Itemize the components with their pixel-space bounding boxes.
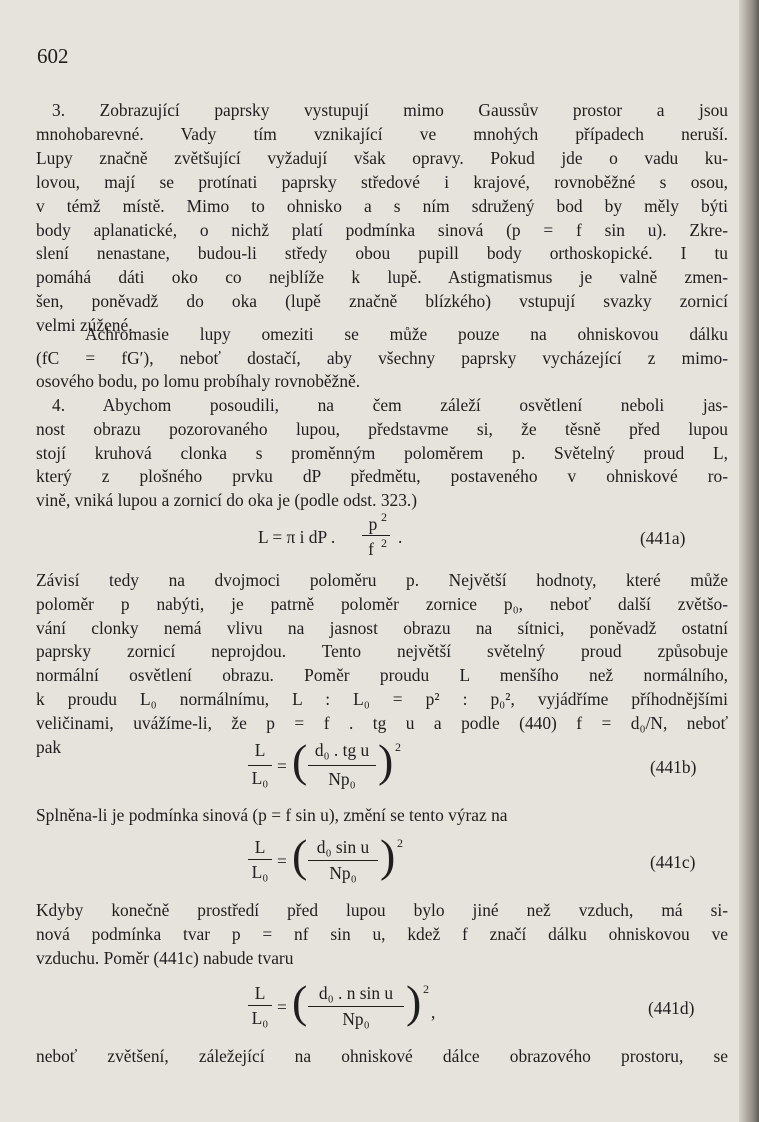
equation-b-numerator: d₀ . tg u — [314, 740, 370, 760]
equation-d-lhs-numerator: L — [254, 983, 266, 1003]
equation-a-tail: . — [398, 527, 403, 547]
text-line: pak — [36, 737, 62, 757]
equation-c-lhs-denominator: L₀ — [251, 862, 269, 882]
equation-b-right-paren: ) — [378, 735, 394, 786]
text-line: lovou, mají se protínati paprsky středové i krajové, rovnoběžné s osou, — [36, 172, 728, 192]
equation-d-exponent: 2 — [423, 982, 429, 996]
text-line: nová podmínka tvar p = nf sin u, kdež f značí dálku ohniskovou ve — [36, 924, 728, 944]
text-line: (fC = fG′), neboť dostačí, aby všechny paprsky vycházející z mimo- — [36, 348, 728, 368]
equation-b-exponent: 2 — [395, 740, 401, 754]
text-line: veličinami, uvážíme-li, že p = f . tg u a podle (440) f = d₀/N, neboť — [36, 713, 728, 733]
text-line: Achromasie lupy omeziti se může pouze na ohniskovou dálku — [85, 324, 728, 344]
equation-b-equals: = — [277, 756, 287, 776]
equation-c-exponent: 2 — [397, 836, 403, 850]
equation-c-label: (441c) — [650, 852, 696, 872]
equation-d-equals: = — [277, 997, 287, 1017]
text-line: stojí kruhová clonka s proměnným poloměrem p. Světelný proud L, — [36, 443, 728, 463]
equation-c-right-paren: ) — [380, 830, 396, 881]
text-line: který z plošného prvku dP předmětu, postaveného v ohniskové ro- — [36, 466, 728, 486]
text-line: vání clonky nemá vlivu na jasnost obrazu na sítnici, poněvadž ostatní — [36, 618, 728, 638]
text-line: slení nenastane, budou-li středy obou pupill body orthoskopické. I tu — [36, 243, 728, 263]
text-line: osového bodu, po lomu probíhaly rovnoběžně. — [36, 371, 361, 391]
equation-a-denominator: f — [368, 539, 374, 559]
text-line: Lupy značně zvětšující vyžadují však opravy. Pokud jde o vadu ku- — [36, 148, 728, 168]
text-line: Splněna-li je podmínka sinová (p = f sin u), změní se tento výraz na — [36, 805, 508, 825]
equation-b-left-paren: ( — [292, 735, 308, 786]
text-line: velmi zúžené. — [36, 315, 133, 335]
text-line: k proudu L₀ normálnímu, L : L₀ = p² : p₀², vyjádříme příhodnějšími — [36, 689, 728, 709]
equation-d-label: (441d) — [648, 998, 695, 1018]
equation-c-equals: = — [277, 851, 287, 871]
equation-c-lhs-bar — [248, 859, 272, 860]
equation-a-label: (441a) — [640, 528, 686, 548]
equation-d-right-paren: ) — [406, 976, 422, 1027]
equation-a-numerator: p — [368, 514, 378, 534]
text-line: neboť zvětšení, záležející na ohniskové dálce obrazového prostoru, se — [36, 1046, 728, 1066]
equation-d-lhs-bar — [248, 1005, 272, 1006]
text-line: šen, poněvadž do oka (lupě značně blízkého) vstupují svazky zornicí — [36, 291, 728, 311]
text-line: Kdyby konečně prostředí před lupou bylo jiné než vzduch, má si- — [36, 900, 728, 920]
text-line: normální osvětlení obrazu. Poměr proudu L menšího než normálního, — [36, 665, 728, 685]
equation-d-lhs-denominator: L₀ — [251, 1008, 269, 1028]
text-line: pomáhá dáti oko co nejblíže k lupě. Astigmatismus je valně zmen- — [36, 267, 728, 287]
equation-a-lhs: L = π i dP . — [258, 527, 336, 547]
text-line: body aplanatické, o nichž platí podmínka sinová (p = f sin u). Zkre- — [36, 220, 728, 240]
equation-b-lhs-bar — [248, 765, 272, 766]
equation-b-lhs-numerator: L — [254, 740, 266, 760]
page-edge-shadow — [739, 0, 759, 1122]
page-number: 602 — [37, 44, 69, 68]
text-line: vině, vniká lupou a zornicí do oka je (podle odst. 323.) — [36, 490, 418, 510]
equation-a-num-exponent: 2 — [381, 510, 387, 524]
equation-d-left-paren: ( — [292, 976, 308, 1027]
equation-c-lhs-numerator: L — [254, 837, 266, 857]
equation-b-label: (441b) — [650, 757, 697, 777]
equation-b-fraction-bar — [308, 765, 376, 766]
equation-c-left-paren: ( — [292, 830, 308, 881]
equation-c-numerator: d₀ sin u — [316, 837, 370, 857]
text-line: 4. Abychom posoudili, na čem záleží osvětlení neboli jas- — [52, 395, 728, 415]
equation-d-tail: , — [431, 1002, 436, 1022]
text-line: 3. Zobrazující paprsky vystupují mimo Gaussův prostor a jsou — [52, 100, 728, 120]
text-line: paprsky zornicí neprojdou. Tento největší světelný proud způsobuje — [36, 641, 728, 661]
equation-b-denominator: Np₀ — [328, 769, 356, 789]
text-line: mnohobarevné. Vady tím vznikající ve mnohých případech neruší. — [36, 124, 728, 144]
equation-d-denominator: Np₀ — [342, 1009, 370, 1029]
text-line: poloměr p nabýti, je patrně poloměr zornice p₀, neboť další zvětšo- — [36, 594, 728, 614]
equation-b-lhs-denominator: L₀ — [251, 768, 269, 788]
equation-c-fraction-bar — [308, 860, 378, 861]
text-line: vzduchu. Poměr (441c) nabude tvaru — [36, 948, 294, 968]
equation-c-denominator: Np₀ — [329, 863, 357, 883]
equation-a-den-exponent: 2 — [381, 536, 387, 550]
text-line: v témž místě. Mimo to ohnisko a s ním sdružený bod by měly býti — [36, 196, 728, 216]
text-line: Závisí tedy na dvojmoci poloměru p. Největší hodnoty, které může — [36, 570, 728, 590]
equation-d-numerator: d₀ . n sin u — [318, 983, 394, 1003]
equation-d-fraction-bar — [308, 1006, 404, 1007]
text-line: nost obrazu pozorovaného lupou, představme si, že těsně před lupou — [36, 419, 728, 439]
